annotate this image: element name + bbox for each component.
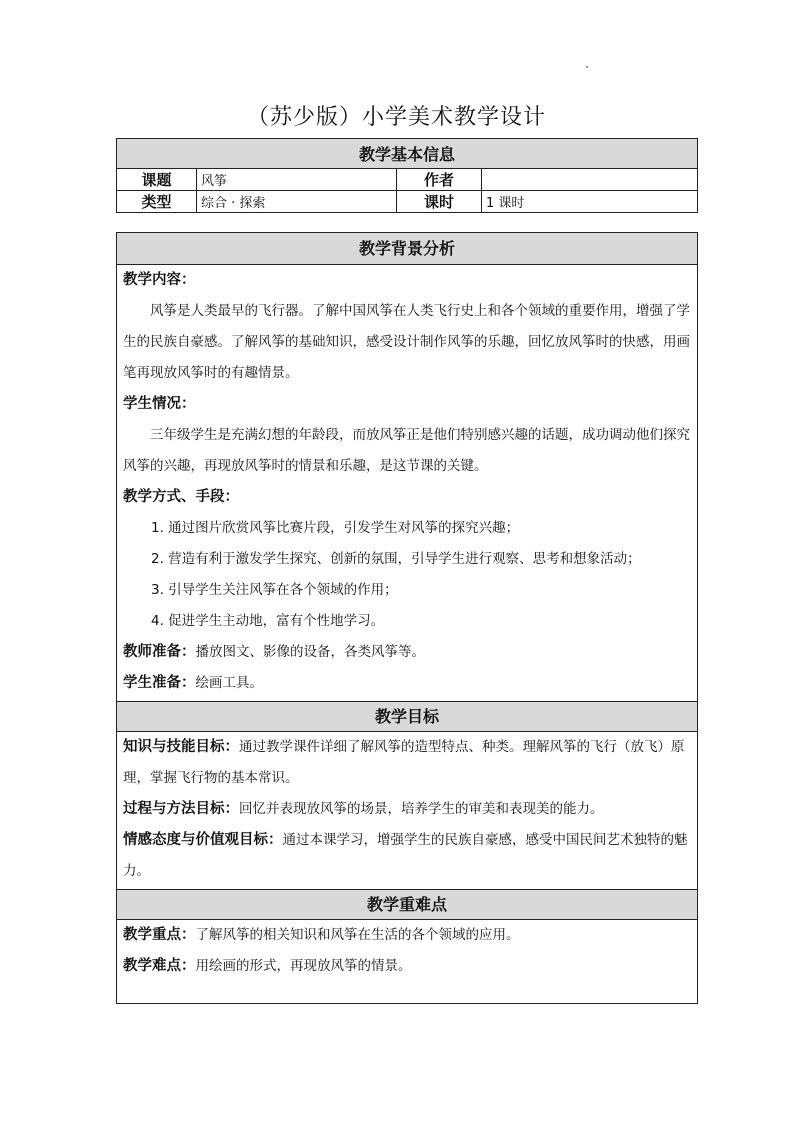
- period-label: 课时: [397, 191, 482, 213]
- method-item: 4. 促进学生主动地，富有个性地学习。: [151, 613, 385, 629]
- knowledge-label: 知识与技能目标：: [123, 739, 239, 755]
- topic-value: 风筝: [197, 169, 397, 191]
- knowledge-goal: [123, 732, 691, 794]
- author-value: [482, 169, 698, 191]
- teacher-prep-label: 教师准备：: [123, 644, 196, 660]
- type-value: 综合 · 探索: [197, 191, 397, 213]
- methods-heading: 教学方式、手段：: [123, 489, 239, 505]
- topic-label: 课题: [117, 169, 197, 191]
- author-label: 作者: [397, 169, 482, 191]
- difficulty-point: [123, 951, 691, 982]
- goals-header: 教学目标: [117, 701, 697, 732]
- basic-info-header: 教学基本信息: [117, 139, 698, 169]
- key-points-section: [117, 920, 697, 982]
- emotion-goal: [123, 825, 691, 887]
- difficulty-text: 用绘画的形式，再现放风筝的情景。: [195, 958, 412, 974]
- students-heading: 学生情况：: [123, 396, 196, 412]
- method-item: 2. 营造有利于激发学生探究、创新的氛围，引导学生进行观察、思考和想象活动；: [151, 551, 641, 567]
- content-text: 风筝是人类最早的飞行器。了解中国风筝在人类飞行史上和各个领域的重要作用，增强了学生的民族自豪感。了解风筝的基础知识，感受设计制作风筝的乐趣，回忆放风筝时的快感，用画笔再现放风筝时的有趣情景。: [123, 303, 690, 381]
- page-speck: [586, 66, 588, 68]
- teacher-prep: [123, 637, 691, 668]
- document-title: （苏少版）小学美术教学设计: [246, 105, 546, 130]
- student-prep-text: 绘画工具。: [195, 675, 263, 691]
- students-text: 三年级学生是充满幻想的年龄段，而放风筝正是他们特别感兴趣的话题，成功调动他们探究风筝的兴趣，再现放风筝时的情景和乐趣，是这节课的关键。: [123, 427, 690, 474]
- focus-text: 了解风筝的相关知识和风筝在生活的各个领域的应用。: [195, 927, 520, 943]
- process-text: 回忆并表现放风筝的场景，培养学生的审美和表现美的能力。: [239, 801, 604, 817]
- process-label: 过程与方法目标：: [123, 801, 239, 817]
- knowledge-text: 通过教学课件详细了解风筝的造型特点、种类。理解风筝的飞行（放飞）原理，掌握飞行物的基本常识。: [123, 739, 685, 786]
- student-prep-label: 学生准备：: [123, 675, 196, 691]
- key-points-header: 教学重难点: [117, 889, 697, 920]
- method-item: 3. 引导学生关注风筝在各个领域的作用；: [151, 582, 398, 598]
- emotion-text: 通过本课学习，增强学生的民族自豪感，感受中国民间艺术独特的魅力。: [123, 832, 688, 879]
- basic-info-table: [116, 138, 698, 213]
- goals-section: [117, 732, 697, 887]
- difficulty-label: 教学难点：: [123, 958, 196, 974]
- background-header: 教学背景分析: [117, 233, 697, 265]
- focus-label: 教学重点：: [123, 927, 196, 943]
- emotion-label: 情感态度与价值观目标：: [123, 832, 283, 848]
- method-item: 1. 通过图片欣赏风筝比赛片段，引发学生对风筝的探究兴趣；: [151, 520, 520, 536]
- process-goal: [123, 794, 691, 825]
- type-label: 类型: [117, 191, 197, 213]
- background-section: [117, 265, 697, 699]
- content-heading: 教学内容：: [123, 272, 196, 288]
- teacher-prep-text: 播放图文、影像的设备，各类风筝等。: [195, 644, 425, 660]
- analysis-box: [116, 232, 698, 1004]
- focus-point: [123, 920, 691, 951]
- student-prep: [123, 668, 691, 699]
- period-value: 1 课时: [482, 191, 698, 213]
